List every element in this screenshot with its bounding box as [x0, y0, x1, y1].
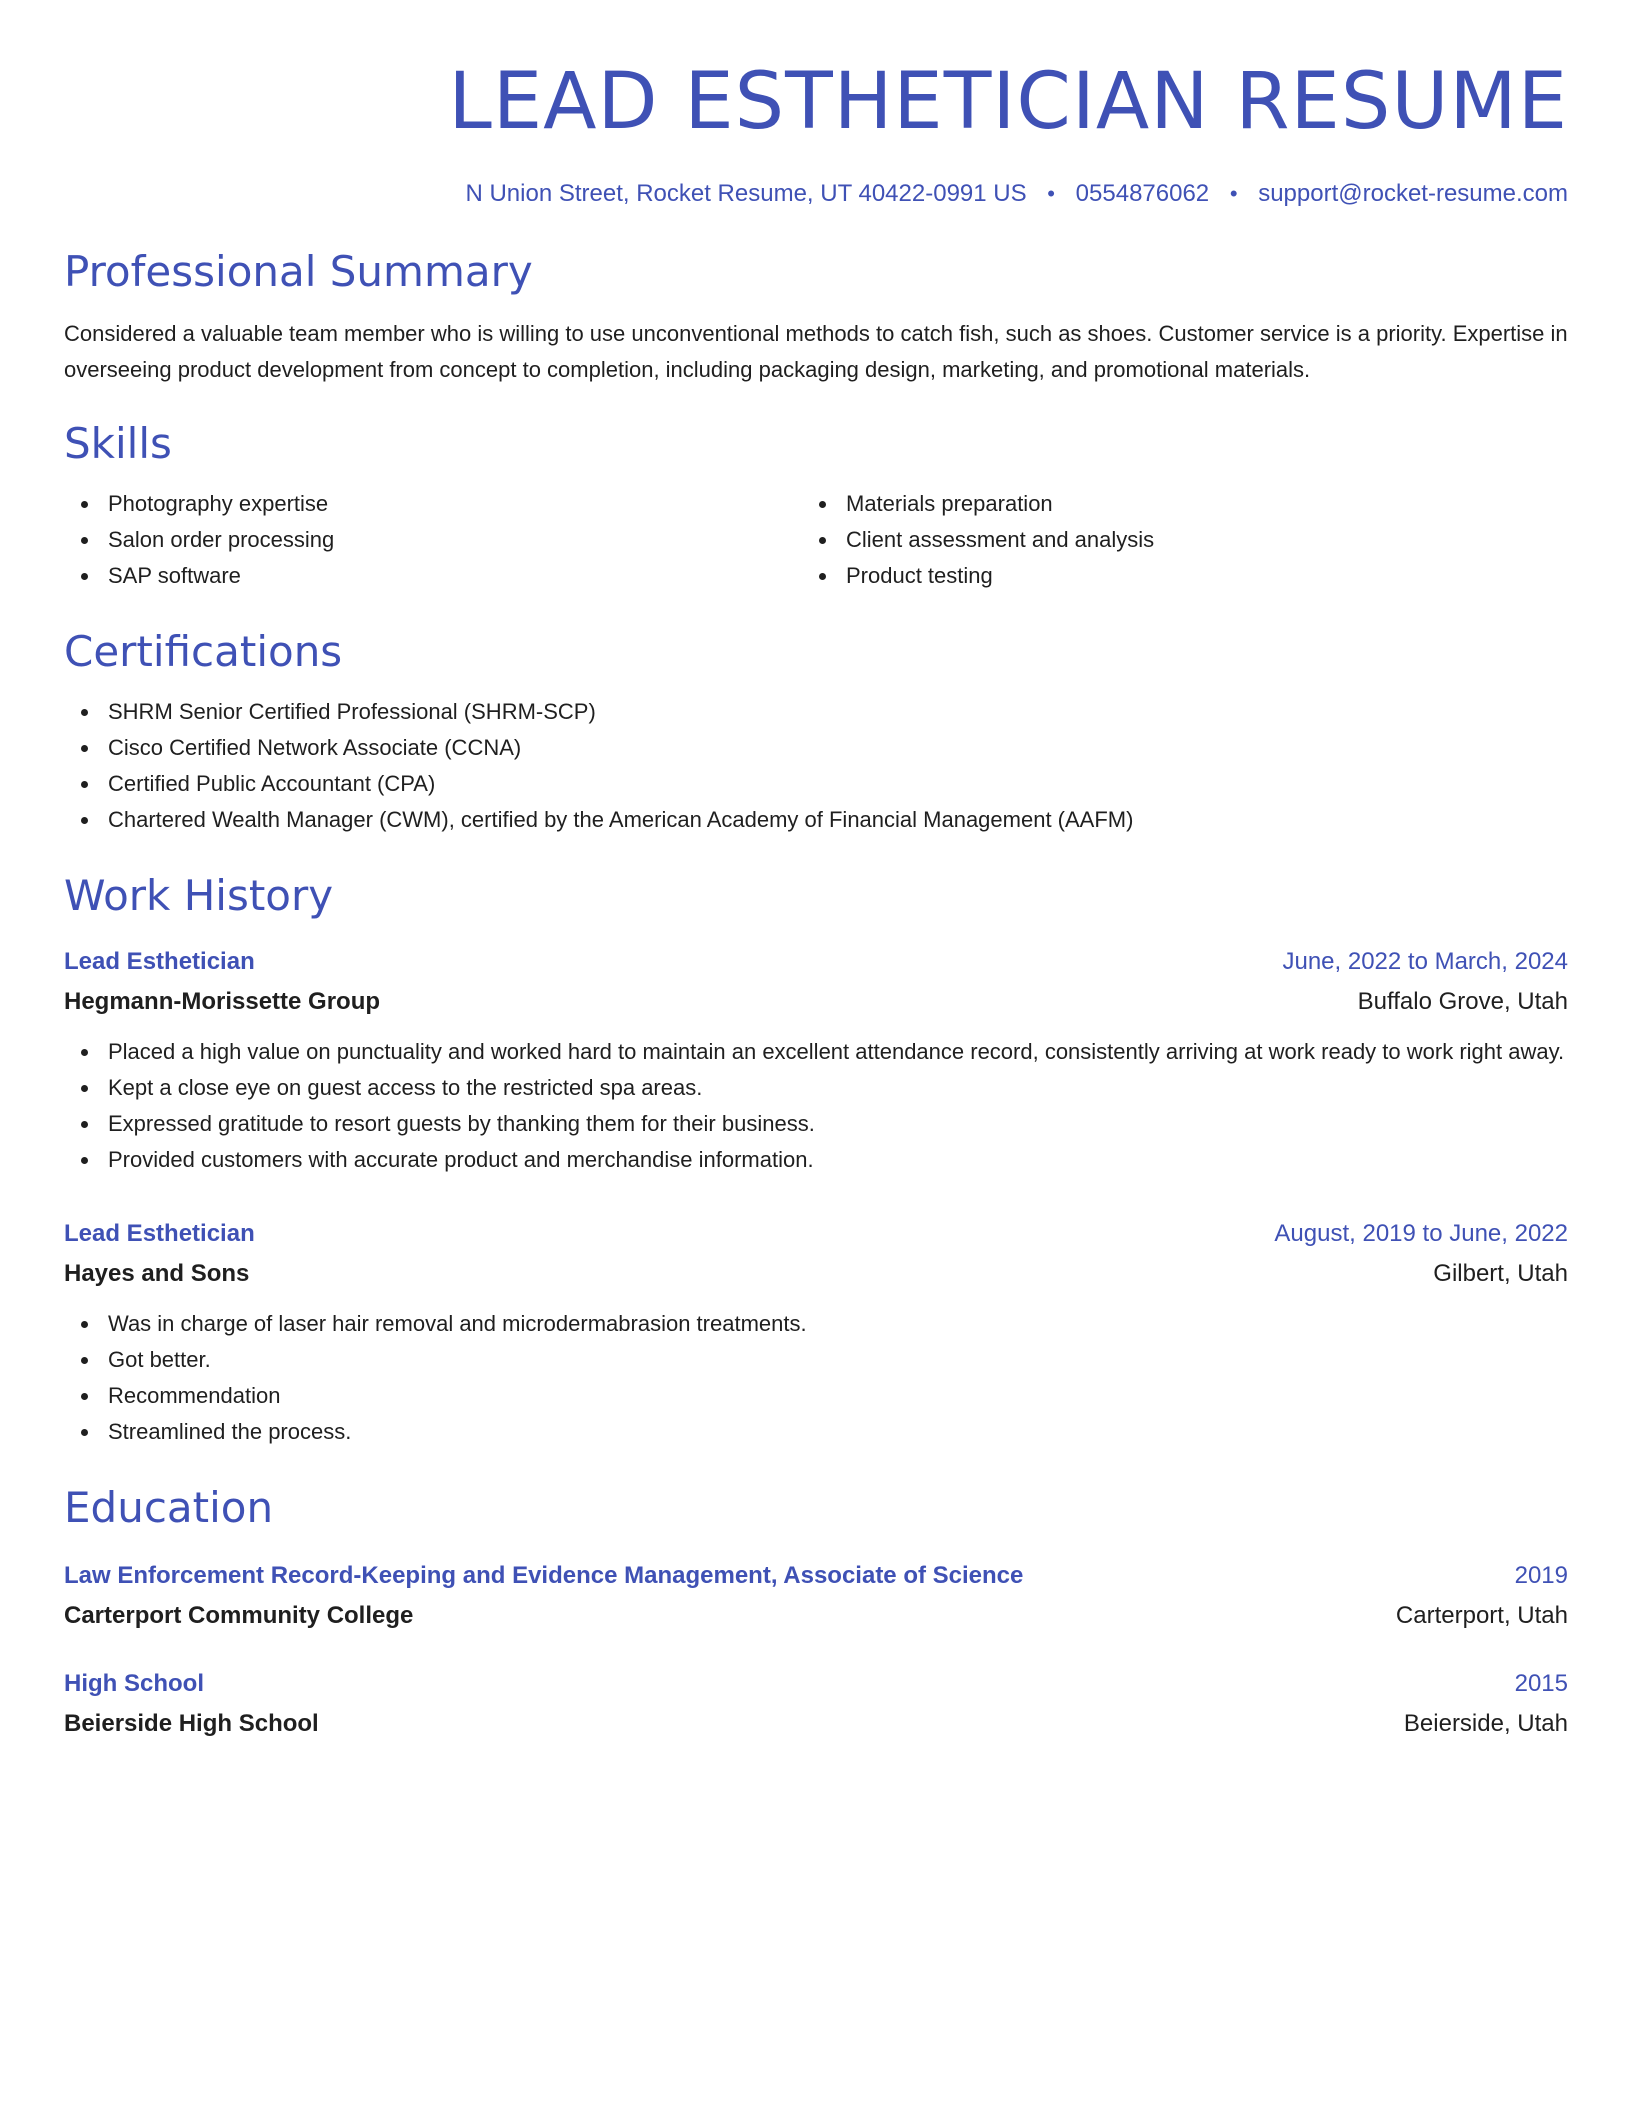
education-school: Carterport Community College — [64, 1602, 414, 1629]
job-location: Buffalo Grove, Utah — [1357, 988, 1568, 1015]
resume-title: LEAD ESTHETICIAN RESUME — [448, 57, 1568, 147]
job-role: Lead Esthetician — [64, 948, 255, 975]
skill-item: Product testing — [802, 558, 1568, 594]
certification-item: Certified Public Accountant (CPA) — [64, 766, 1568, 802]
job-header-row — [64, 942, 1568, 982]
summary-section — [64, 244, 1568, 388]
job-duties-list — [64, 1306, 1568, 1450]
job-duty-item: Was in charge of laser hair removal and microdermabrasion treatments. — [64, 1306, 1568, 1342]
job-duty-item: Streamlined the process. — [64, 1414, 1568, 1450]
education-header-row — [64, 1664, 1568, 1704]
education-location: Carterport, Utah — [1395, 1602, 1568, 1629]
job-company: Hegmann-Morissette Group — [64, 988, 381, 1015]
job-company: Hayes and Sons — [64, 1260, 250, 1287]
skill-item: Salon order processing — [64, 522, 802, 558]
certification-item: Cisco Certified Network Associate (CCNA) — [64, 730, 1568, 766]
work-history-section — [64, 868, 1568, 1450]
contact-separator: • — [1229, 181, 1238, 206]
work-history-heading: Work History — [64, 871, 334, 920]
skills-heading: Skills — [64, 419, 172, 468]
job-company-row — [64, 1254, 1568, 1294]
skills-grid — [64, 486, 1568, 594]
job-dates: June, 2022 to March, 2024 — [1282, 948, 1568, 975]
education-section — [64, 1480, 1568, 1744]
job-duty-item: Kept a close eye on guest access to the restricted spa areas. — [64, 1070, 1568, 1106]
certification-item: SHRM Senior Certified Professional (SHRM-SCP) — [64, 694, 1568, 730]
skill-item: SAP software — [64, 558, 802, 594]
certification-item: Chartered Wealth Manager (CWM), certified by the American Academy of Financial Management (AAFM) — [64, 802, 1568, 838]
education-header-row — [64, 1556, 1568, 1596]
education-entry — [64, 1556, 1568, 1636]
contact-separator: • — [1047, 181, 1055, 206]
skill-item: Photography expertise — [64, 486, 802, 522]
job-duty-item: Recommendation — [64, 1378, 1568, 1414]
summary-text: Considered a valuable team member who is willing to use unconventional methods to catch fish, such as shoes. Customer service is a priority. Expertise in overseeing product development from concept to completion, including packaging design, marketing, and promotional materials. — [64, 321, 1568, 382]
job-duty-item: Expressed gratitude to resort guests by thanking them for their business. — [64, 1106, 1568, 1142]
skills-list-left — [64, 486, 802, 594]
job-entry — [64, 1214, 1568, 1450]
job-header-row — [64, 1214, 1568, 1254]
contact-line — [64, 178, 1568, 210]
certifications-heading: Certifications — [64, 627, 343, 676]
education-entry — [64, 1664, 1568, 1744]
contact-address: N Union Street, Rocket Resume, UT 40422-0991 US — [465, 180, 1027, 207]
job-role: Lead Esthetician — [64, 1220, 255, 1247]
education-year: 2015 — [1514, 1670, 1568, 1697]
education-school-row — [64, 1704, 1568, 1744]
job-location: Gilbert, Utah — [1433, 1260, 1568, 1287]
education-school: Beierside High School — [64, 1710, 319, 1737]
job-company-row — [64, 982, 1568, 1022]
education-year: 2019 — [1514, 1562, 1568, 1589]
skill-item: Client assessment and analysis — [802, 522, 1568, 558]
job-duty-item: Got better. — [64, 1342, 1568, 1378]
job-dates: August, 2019 to June, 2022 — [1274, 1220, 1568, 1247]
summary-heading: Professional Summary — [64, 247, 533, 296]
skill-item: Materials preparation — [802, 486, 1568, 522]
certifications-section — [64, 624, 1568, 838]
contact-phone: 0554876062 — [1075, 180, 1210, 207]
skills-section — [64, 416, 1568, 594]
contact-email[interactable]: support@rocket-resume.com — [1258, 180, 1568, 207]
resume-header — [64, 56, 1568, 210]
skills-list-right — [802, 486, 1568, 594]
job-entry — [64, 942, 1568, 1178]
education-degree: High School — [64, 1670, 204, 1697]
education-degree: Law Enforcement Record-Keeping and Evidence Management, Associate of Science — [64, 1562, 1024, 1589]
certifications-list — [64, 694, 1568, 838]
job-duties-list — [64, 1034, 1568, 1178]
job-duty-item: Placed a high value on punctuality and worked hard to maintain an excellent attendance record, consistently arriving at work ready to work right away. — [64, 1034, 1568, 1070]
education-location: Beierside, Utah — [1403, 1710, 1568, 1737]
education-school-row — [64, 1596, 1568, 1636]
job-duty-item: Provided customers with accurate product and merchandise information. — [64, 1142, 1568, 1178]
education-heading: Education — [64, 1483, 274, 1532]
